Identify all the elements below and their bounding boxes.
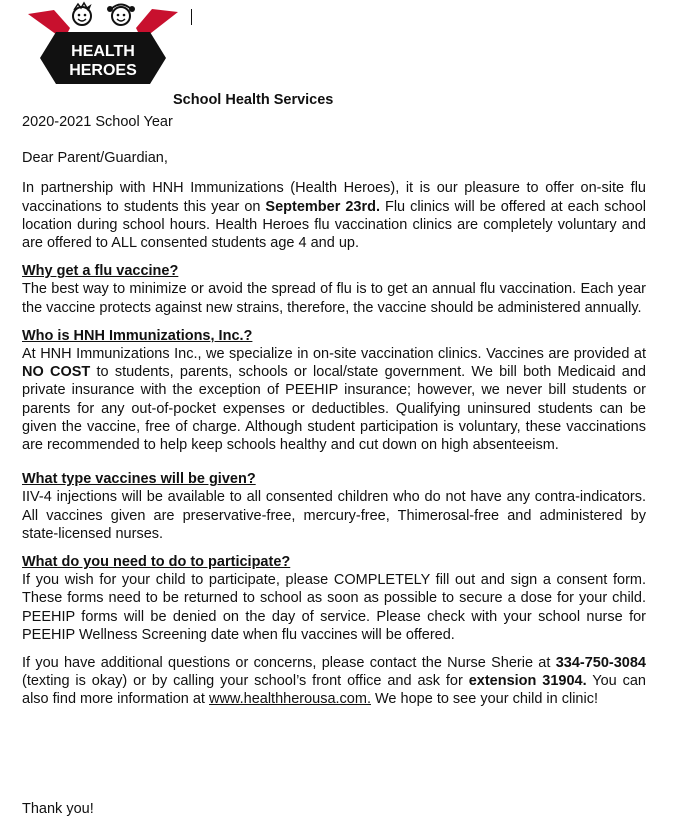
section-who xyxy=(22,327,646,454)
section-what xyxy=(22,470,646,543)
section-what-heading: What type vaccines will be given? xyxy=(22,471,256,488)
school-year: 2020-2021 School Year xyxy=(22,114,173,130)
section-why-text: The best way to minimize or avoid the spread of flu is to get an annual flu vaccination. Each year the vaccine protects against new strains, therefore, the vaccine should be administered annually. xyxy=(22,281,646,316)
section-who-heading: Who is HNH Immunizations, Inc.? xyxy=(22,327,253,344)
intro-text-1: In partnership with HNH Immunizations (Health Heroes), it is our pleasure to offer on-site flu vaccinations to students this year on xyxy=(22,180,646,215)
contact-paragraph xyxy=(22,654,646,709)
section-how xyxy=(22,553,646,644)
contact-text-4: We hope to see your child in clinic! xyxy=(370,691,598,708)
section-who-text-1: At HNH Immunizations Inc., we specialize in on-site vaccination clinics. Vaccines are provided at xyxy=(22,346,646,363)
health-heroes-logo xyxy=(18,0,188,92)
text-cursor xyxy=(191,9,192,25)
section-why xyxy=(22,262,646,317)
logo-line2: HEROES xyxy=(69,62,137,79)
logo-line1: HEALTH xyxy=(71,43,135,60)
section-who-bold: NO COST xyxy=(22,364,91,381)
section-why-heading: Why get a flu vaccine? xyxy=(22,263,179,280)
section-how-heading: What do you need to do to participate? xyxy=(22,554,291,571)
section-what-text: IIV-4 injections will be available to all consented children who do not have any contra-indicators. All vaccines given are preservative-free, mercury-free, Thimerosal-free and administered by state-licensed nurses. xyxy=(22,489,646,542)
closing: Thank you! xyxy=(22,801,94,817)
intro-paragraph xyxy=(22,179,646,252)
page-title: School Health Services xyxy=(173,92,334,108)
contact-phone: 334-750-3084 xyxy=(555,655,646,672)
contact-text-2: (texting is okay) or by calling your school’s front office and ask for xyxy=(22,673,469,690)
letter-body xyxy=(22,113,646,709)
section-who-text-2: to students, parents, schools or local/state government. We bill both Medicaid and private insurance with the exception of PEEHIP insurance; however, we never bill students or parents for any out-of-pocket expenses or deductibles. Qualifying uninsured students can be given the vaccine, free of charge. Although student participation is voluntary, these vaccinations are recommended to help keep schools healthy and cut down on high absenteeism. xyxy=(22,364,646,454)
greeting: Dear Parent/Guardian, xyxy=(22,150,168,167)
section-how-text: If you wish for your child to participate, please COMPLETELY fill out and sign a consent form. These forms need to be returned to school as soon as possible to secure a dose for your child. PEEHIP forms will be denied on the day of service. Please check with your school nurse for PEEHIP Wellness Screening date when flu vaccines will be offered. xyxy=(22,572,646,643)
intro-date: September 23rd. xyxy=(265,198,380,215)
website-link[interactable]: www.healthherousa.com. xyxy=(208,691,371,708)
intro-text-2: Flu clinics will be offered at each school location during school hours. Health Heroes flu vaccination clinics are completely voluntary and are offered to ALL consented students age 4 and up. xyxy=(22,198,646,252)
contact-text-1: If you have additional questions or concerns, please contact the Nurse Sherie at xyxy=(22,655,556,672)
contact-extension: extension 31904. xyxy=(468,673,587,690)
contact-text-3: You can also find more information at xyxy=(22,673,646,708)
